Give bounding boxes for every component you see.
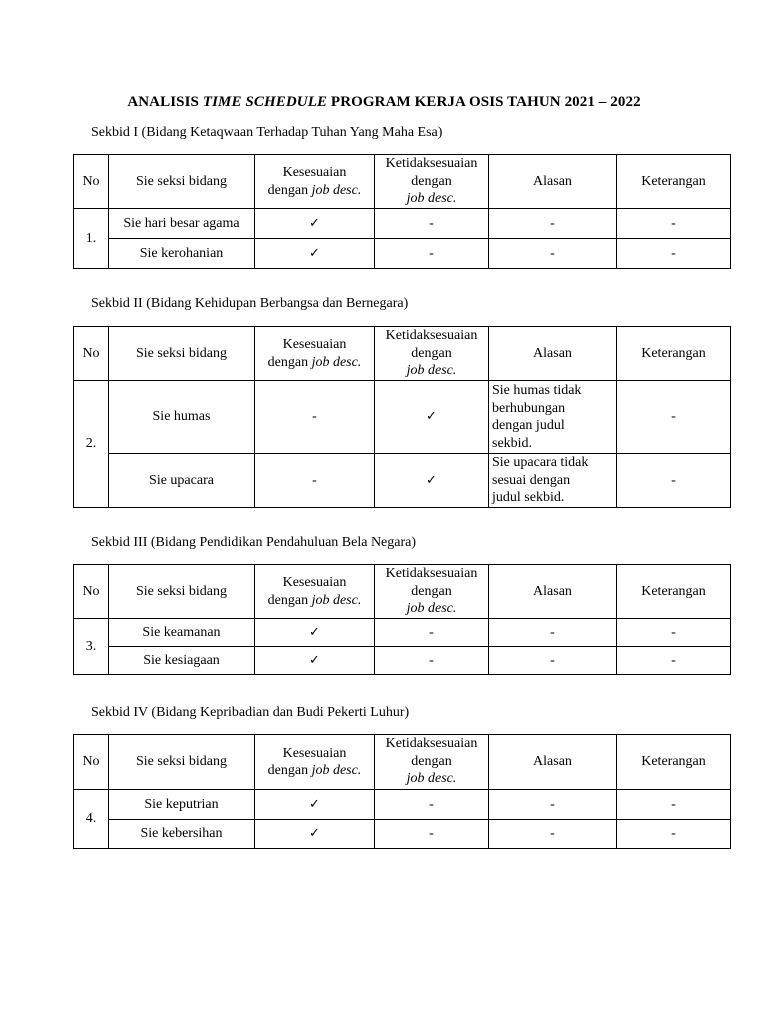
dash: - xyxy=(489,790,617,820)
dash: - xyxy=(489,209,617,239)
header-sie: Sie seksi bidang xyxy=(109,735,255,790)
table-row xyxy=(74,820,731,849)
check-mark-icon: ✓ xyxy=(255,820,375,849)
dash: - xyxy=(489,820,617,849)
check-mark-icon: ✓ xyxy=(255,647,375,675)
header-alasan: Alasan xyxy=(489,155,617,209)
row-number: 2. xyxy=(74,381,109,508)
table-header-row xyxy=(74,735,731,790)
sie-name: Sie keputrian xyxy=(109,790,255,820)
header-kesesuaian: Kesesuaian dengan job desc. xyxy=(255,327,375,381)
sekbid-2-caption: Sekbid II (Bidang Kehidupan Berbangsa dan Bernegara) xyxy=(91,296,409,311)
sie-name: Sie keamanan xyxy=(109,619,255,647)
document-title: ANALISIS TIME SCHEDULE PROGRAM KERJA OSIS TAHUN 2021 – 2022 xyxy=(127,94,641,110)
sekbid-3-table xyxy=(73,564,731,675)
dash: - xyxy=(617,454,731,508)
header-sie: Sie seksi bidang xyxy=(109,155,255,209)
row-number: 3. xyxy=(74,619,109,675)
header-no: No xyxy=(74,327,109,381)
sie-name: Sie hari besar agama xyxy=(109,209,255,239)
alasan-text: Sie humas tidak berhubungan dengan judul sekbid. xyxy=(489,381,617,454)
sekbid-1-table xyxy=(73,154,731,269)
table-row xyxy=(74,647,731,675)
row-number: 4. xyxy=(74,790,109,849)
table-header-row xyxy=(74,327,731,381)
header-kesesuaian: Kesesuaian dengan job desc. xyxy=(255,155,375,209)
header-alasan: Alasan xyxy=(489,327,617,381)
check-mark-icon: ✓ xyxy=(255,790,375,820)
table-row xyxy=(74,381,731,454)
dash: - xyxy=(617,239,731,269)
dash: - xyxy=(375,209,489,239)
table-row xyxy=(74,790,731,820)
header-keterangan: Keterangan xyxy=(617,735,731,790)
sie-name: Sie upacara xyxy=(109,454,255,508)
table-row xyxy=(74,239,731,269)
header-keterangan: Keterangan xyxy=(617,327,731,381)
sie-name: Sie humas xyxy=(109,381,255,454)
header-no: No xyxy=(74,155,109,209)
header-no: No xyxy=(74,565,109,619)
header-sie: Sie seksi bidang xyxy=(109,327,255,381)
table-row xyxy=(74,619,731,647)
dash: - xyxy=(617,209,731,239)
row-number: 1. xyxy=(74,209,109,269)
header-ketidaksesuaian: Ketidaksesuaian dengan job desc. xyxy=(375,327,489,381)
table-row xyxy=(74,454,731,508)
dash: - xyxy=(375,790,489,820)
sekbid-4-caption: Sekbid IV (Bidang Kepribadian dan Budi Pekerti Luhur) xyxy=(91,705,410,720)
dash: - xyxy=(489,239,617,269)
dash: - xyxy=(375,619,489,647)
alasan-text: Sie upacara tidak sesuai dengan judul sekbid. xyxy=(489,454,617,508)
sie-name: Sie kebersihan xyxy=(109,820,255,849)
sekbid-1-caption: Sekbid I (Bidang Ketaqwaan Terhadap Tuhan Yang Maha Esa) xyxy=(91,125,443,140)
header-sie: Sie seksi bidang xyxy=(109,565,255,619)
dash: - xyxy=(617,647,731,675)
check-mark-icon: ✓ xyxy=(255,209,375,239)
header-kesesuaian: Kesesuaian dengan job desc. xyxy=(255,735,375,790)
sekbid-2-table xyxy=(73,326,731,508)
dash: - xyxy=(489,647,617,675)
header-ketidaksesuaian: Ketidaksesuaian dengan job desc. xyxy=(375,155,489,209)
dash: - xyxy=(617,790,731,820)
sie-name: Sie kerohanian xyxy=(109,239,255,269)
check-mark-icon: ✓ xyxy=(255,619,375,647)
sie-name: Sie kesiagaan xyxy=(109,647,255,675)
header-alasan: Alasan xyxy=(489,565,617,619)
dash: - xyxy=(617,820,731,849)
header-alasan: Alasan xyxy=(489,735,617,790)
table-row xyxy=(74,209,731,239)
header-no: No xyxy=(74,735,109,790)
dash: - xyxy=(617,619,731,647)
check-mark-icon: ✓ xyxy=(375,454,489,508)
header-ketidaksesuaian: Ketidaksesuaian dengan job desc. xyxy=(375,565,489,619)
dash: - xyxy=(375,647,489,675)
dash: - xyxy=(617,381,731,454)
dash: - xyxy=(375,820,489,849)
header-ketidaksesuaian: Ketidaksesuaian dengan job desc. xyxy=(375,735,489,790)
header-kesesuaian: Kesesuaian dengan job desc. xyxy=(255,565,375,619)
table-header-row xyxy=(74,565,731,619)
check-mark-icon: ✓ xyxy=(255,239,375,269)
dash: - xyxy=(489,619,617,647)
dash: - xyxy=(255,381,375,454)
dash: - xyxy=(255,454,375,508)
check-mark-icon: ✓ xyxy=(375,381,489,454)
dash: - xyxy=(375,239,489,269)
header-keterangan: Keterangan xyxy=(617,565,731,619)
table-header-row xyxy=(74,155,731,209)
sekbid-4-table xyxy=(73,734,731,849)
header-keterangan: Keterangan xyxy=(617,155,731,209)
sekbid-3-caption: Sekbid III (Bidang Pendidikan Pendahuluan Bela Negara) xyxy=(91,535,417,550)
